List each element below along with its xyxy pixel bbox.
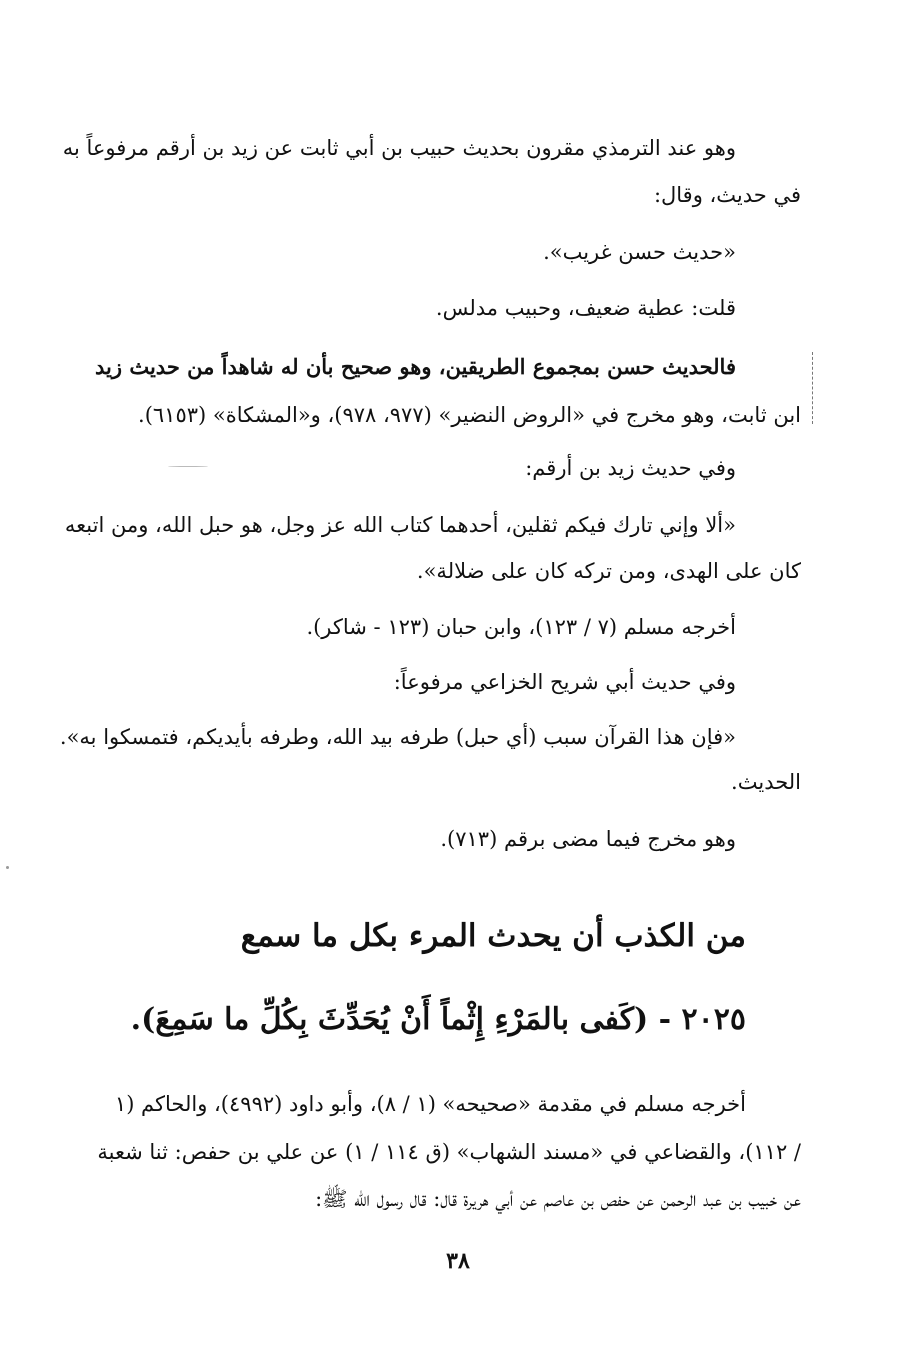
margin-mark <box>812 352 814 424</box>
quote-line-2: «ألا وإني تارك فيكم ثقلين، أحدهما كتاب الله عز وجل، هو حبل الله، ومن اتبعه <box>64 513 736 537</box>
takhrij-line-3: عن خبيب بن عبد الرحمن عن حفص بن عاصم عن أبي هريرة قال: قال رسول الله ﷺ: <box>315 1187 801 1211</box>
ruling-line-2: ابن ثابت، وهو مخرج في «الروض النضير» (٩٧٧، ٩٧٨)، و«المشكاة» (٦١٥٣). <box>138 403 801 427</box>
text-line-5: أخرجه مسلم (٧ / ١٢٣)، وابن حبان (١٢٣ - شاكر). <box>306 615 736 639</box>
text-line-4: وفي حديث زيد بن أرقم: <box>525 456 736 480</box>
takhrij-line-2: / ١١٢)، والقضاعي في «مسند الشهاب» (ق ١١٤ / ١) عن علي بن حفص: ثنا شعبة <box>97 1140 801 1164</box>
quote-line-4: «فإن هذا القرآن سبب (أي حبل) طرفه بيد الله، وطرفه بأيديكم، فتمسكوا به». <box>59 725 736 749</box>
takhrij-line-1: أخرجه مسلم في مقدمة «صحيحه» (١ / ٨)، وأبو داود (٤٩٩٢)، والحاكم (١ <box>114 1092 746 1116</box>
hadith-title: ٢٠٢٥ - (كَفى بالمَرْءِ إِثْماً أَنْ يُحَدِّثَ بِكُلِّ ما سَمِعَ). <box>130 1002 746 1037</box>
scan-speck <box>6 866 9 869</box>
ruling-line-1: فالحديث حسن بمجموع الطريقين، وهو صحيح بأن له شاهداً من حديث زيد <box>95 354 736 379</box>
chapter-heading: من الكذب أن يحدث المرء بكل ما سمع <box>240 918 746 954</box>
text-line-2: في حديث، وقال: <box>653 183 801 207</box>
text-line-3: قلت: عطية ضعيف، وحبيب مدلس. <box>435 296 736 320</box>
quote-line-1: «حديث حسن غريب». <box>543 240 736 264</box>
text-line-1: وهو عند الترمذي مقرون بحديث حبيب بن أبي ثابت عن زيد بن أرقم مرفوعاً به <box>62 136 736 160</box>
text-line-7: الحديث. <box>731 770 801 794</box>
text-line-6: وفي حديث أبي شريح الخزاعي مرفوعاً: <box>393 670 736 694</box>
page-number: ٣٨ <box>446 1248 470 1274</box>
quote-line-3: كان على الهدى، ومن تركه كان على ضلالة». <box>416 559 801 583</box>
scan-mark <box>168 466 208 467</box>
text-line-8: وهو مخرج فيما مضى برقم (٧١٣). <box>440 827 736 851</box>
